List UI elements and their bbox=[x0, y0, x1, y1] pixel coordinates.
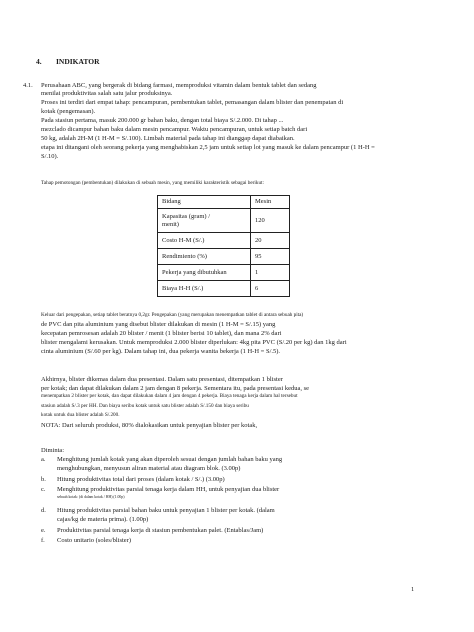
diminta-label: Diminta: bbox=[41, 447, 65, 454]
section-heading-number: 4. bbox=[36, 57, 42, 66]
intro-line: 50 kg, adalah 2H-M (1 H-M = S/.100). Limbah material pada tahap ini dianggap dapat diabaikan. bbox=[41, 135, 295, 142]
table-cell-value: 120 bbox=[251, 209, 290, 233]
blister-line: de PVC dan pita aluminium yang disebut blister dilakukan di mesin (1 H-M = S/.15) yang bbox=[41, 321, 276, 328]
blister-line: blister mengalami kerusakan. Untuk memproduksi 2.000 blister diperlukan: 4kg pita PVC (S/.20 per kg) dan 1kg dari bbox=[41, 339, 347, 346]
task-letter: e. bbox=[41, 527, 46, 534]
task-text-cont: sebuah kotak: (di dalam kotak / HH) (1.00p) bbox=[57, 495, 125, 499]
table-row bbox=[158, 249, 290, 265]
intro-line: etapa ini ditangani oleh seorang pekerja yang menghabiskan 2,5 jam untuk setiap lot yang masuk ke dalam pencampur (1 H-H = bbox=[41, 144, 375, 151]
packaging-line: per kotak; dan dapat dilakukan dalam 2 jam dengan 8 pekerja. Sementara itu, pada presentasi kedua, se bbox=[41, 385, 310, 392]
table-cell-label: Rendimiento (%) bbox=[158, 249, 251, 265]
packaging-line: NOTA: Dari seluruh produksi, 80% dialokasikan untuk penyajian blister per kotak, bbox=[41, 422, 258, 429]
task-text: Menghitung jumlah kotak yang akan diperoleh sesuai dengan jumlah bahan baku yang bbox=[57, 456, 283, 463]
blister-line: cinta aluminium (S/.60 per kg). Dalam tahap ini, dua pekerja wanita bekerja (1 H-H = S/.5). bbox=[41, 348, 281, 355]
table-cell-label: Costo H-M (S/.) bbox=[158, 233, 251, 249]
table-row bbox=[158, 209, 290, 233]
intro-line: Pada stasiun pertama, masuk 200.000 gr bahan baku, dengan total biaya S/.2.000. Di tahap ... bbox=[41, 117, 284, 124]
task-letter: c. bbox=[41, 486, 46, 493]
packaging-line: stasiun adalah S/.3 per HH. Dan biaya seribu kotak untuk satu blister adalah S/.150 dan biaya seribu bbox=[41, 403, 249, 409]
table-cell-label: Kapasitas (gram) / menit) bbox=[158, 209, 251, 233]
task-letter: d. bbox=[41, 507, 46, 514]
intro-line: mezclado dicampur bahan baku dalam mesin pencampur. Waktu pencampuran, untuk setiap batch dari bbox=[41, 126, 308, 133]
table-header-cell: Bidang bbox=[158, 196, 251, 209]
intro-line: kotak (pengemasan). bbox=[41, 108, 96, 115]
table-cell-value: 6 bbox=[251, 281, 290, 297]
page-number: 1 bbox=[411, 586, 415, 593]
subsection-number: 4.1. bbox=[23, 82, 33, 89]
intro-line: S/.10). bbox=[41, 153, 59, 160]
intro-line: Perusahaan ABC, yang bergerak di bidang farmasi, memproduksi vitamin dalam bentuk tablet dan sedang bbox=[41, 82, 317, 89]
task-text: Costo unitario (soles/blister) bbox=[57, 537, 132, 544]
intro-line: Proses ini terdiri dari empat tahap: pencampuran, pembentukan tablet, pemasangan dalam blister dan penempatan di bbox=[41, 99, 344, 106]
intro-line: menilai produktivitas salah satu jalur produksinya. bbox=[41, 90, 173, 97]
table-row bbox=[158, 233, 290, 249]
table-cell-value: 95 bbox=[251, 249, 290, 265]
table-caption: Tahap pemotongan (pembentukan) dilakukan di sebuah mesin, yang memiliki karakteristik sebagai berikut: bbox=[41, 180, 264, 186]
table-row bbox=[158, 281, 290, 297]
packaging-line: Akhirnya, blister dikemas dalam dua presentasi. Dalam satu presentasi, ditempatkan 1 blister bbox=[41, 376, 283, 383]
task-text-cont: menghubungkan, menyusun aliran material atau diagram blok. (3.00p) bbox=[57, 465, 241, 472]
table-cell-label: Biaya H-H (S/.) bbox=[158, 281, 251, 297]
table-row bbox=[158, 265, 290, 281]
packaging-line: menempatkan 2 blister per kotak, dan dapat dilakukan dalam 4 jam dengan 4 pekerja. Biaya tenaga kerja dalam hal tersebut bbox=[41, 393, 298, 399]
task-letter: a. bbox=[41, 456, 46, 463]
table-cell-value: 20 bbox=[251, 233, 290, 249]
task-text: Produktivitas parsial tenaga kerja di stasiun pembentukan palet. (Entablas/Jam) bbox=[57, 527, 264, 534]
table-cell-label: Pekerja yang dibutuhkan bbox=[158, 265, 251, 281]
task-text: Hitung produktivitas total dari proses (dalam kotak / S/.) (3.00p) bbox=[57, 476, 225, 483]
task-letter: b. bbox=[41, 476, 46, 483]
table-header-cell: Mesin bbox=[251, 196, 290, 209]
machine-spec-table bbox=[157, 195, 290, 297]
table-cell-value: 1 bbox=[251, 265, 290, 281]
packaging-line: kotak untuk dua blister adalah S/.200. bbox=[41, 412, 120, 418]
task-text: Menghitung produktivitas parsial tenaga kerja dalam HH, untuk penyajian dua blister bbox=[57, 486, 280, 493]
table-header-row bbox=[158, 196, 290, 209]
blister-line: Keluar dari pengepakan, setiap tablet beratnya 0,2gr. Pengepakan (yang merupakan menempatkan tablet di antara sebuah pita) bbox=[41, 312, 304, 318]
blister-line: kecepatan pemrosesan adalah 20 blister / menit (1 blister berisi 10 tablet), dan mana 2% dari bbox=[41, 330, 282, 337]
task-letter: f. bbox=[41, 537, 45, 544]
section-heading-title: INDIKATOR bbox=[56, 57, 100, 66]
task-text: Hitung produktivitas parsial bahan baku untuk penyajian 1 blister per kotak. (dalam bbox=[57, 507, 275, 514]
task-text-cont: cajas/kg de materia prima). (1.00p) bbox=[57, 516, 149, 523]
